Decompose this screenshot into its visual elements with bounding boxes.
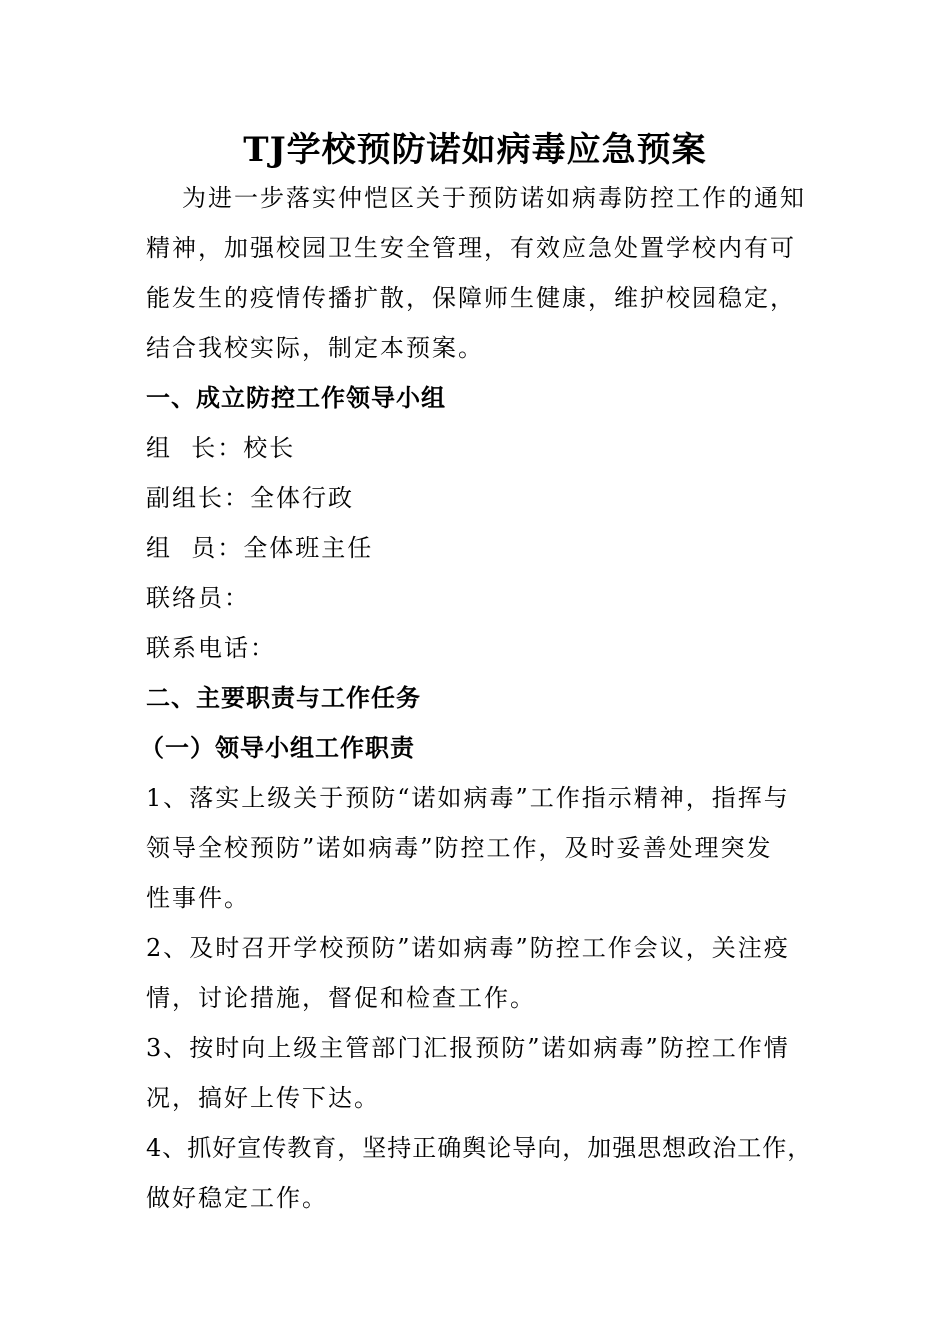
section-2-subheading: （一）领导小组工作职责 xyxy=(140,734,415,762)
document-title: TJ学校预防诺如病毒应急预案 xyxy=(243,130,707,170)
intro-line-1: 为进一步落实仲恺区关于预防诺如病毒防控工作的通知 xyxy=(182,184,806,212)
deputy-line: 副组长：全体行政 xyxy=(146,484,354,512)
section-2-heading: 二、主要职责与工作任务 xyxy=(146,684,421,712)
item-4-line-2: 做好稳定工作。 xyxy=(146,1184,328,1212)
item-3-line-1: 3、按时向上级主管部门汇报预防”诺如病毒”防控工作情 xyxy=(146,1034,790,1062)
phone-line: 联系电话： xyxy=(146,634,276,662)
item-2-line-2: 情，讨论措施，督促和检查工作。 xyxy=(146,984,536,1012)
item-1-line-2: 领导全校预防”诺如病毒”防控工作，及时妥善处理突发 xyxy=(146,834,773,862)
item-3-line-2: 况，搞好上传下达。 xyxy=(146,1084,380,1112)
item-1-line-1: 1、落实上级关于预防“诺如病毒”工作指示精神，指挥与 xyxy=(146,784,790,812)
intro-line-2: 精神，加强校园卫生安全管理，有效应急处置学校内有可 xyxy=(146,234,796,262)
item-1-line-3: 性事件。 xyxy=(146,884,250,912)
intro-line-3: 能发生的疫情传播扩散，保障师生健康，维护校园稳定， xyxy=(146,284,796,312)
section-1-heading: 一、成立防控工作领导小组 xyxy=(146,384,446,412)
item-2-line-1: 2、及时召开学校预防”诺如病毒”防控工作会议，关注疫 xyxy=(146,934,790,962)
liaison-line: 联络员： xyxy=(146,584,250,612)
intro-line-4: 结合我校实际，制定本预案。 xyxy=(146,334,484,362)
leader-line: 组 长：校长 xyxy=(146,434,296,462)
item-4-line-1: 4、抓好宣传教育，坚持正确舆论导向，加强思想政治工作， xyxy=(146,1134,813,1162)
members-line: 组 员：全体班主任 xyxy=(146,534,374,562)
